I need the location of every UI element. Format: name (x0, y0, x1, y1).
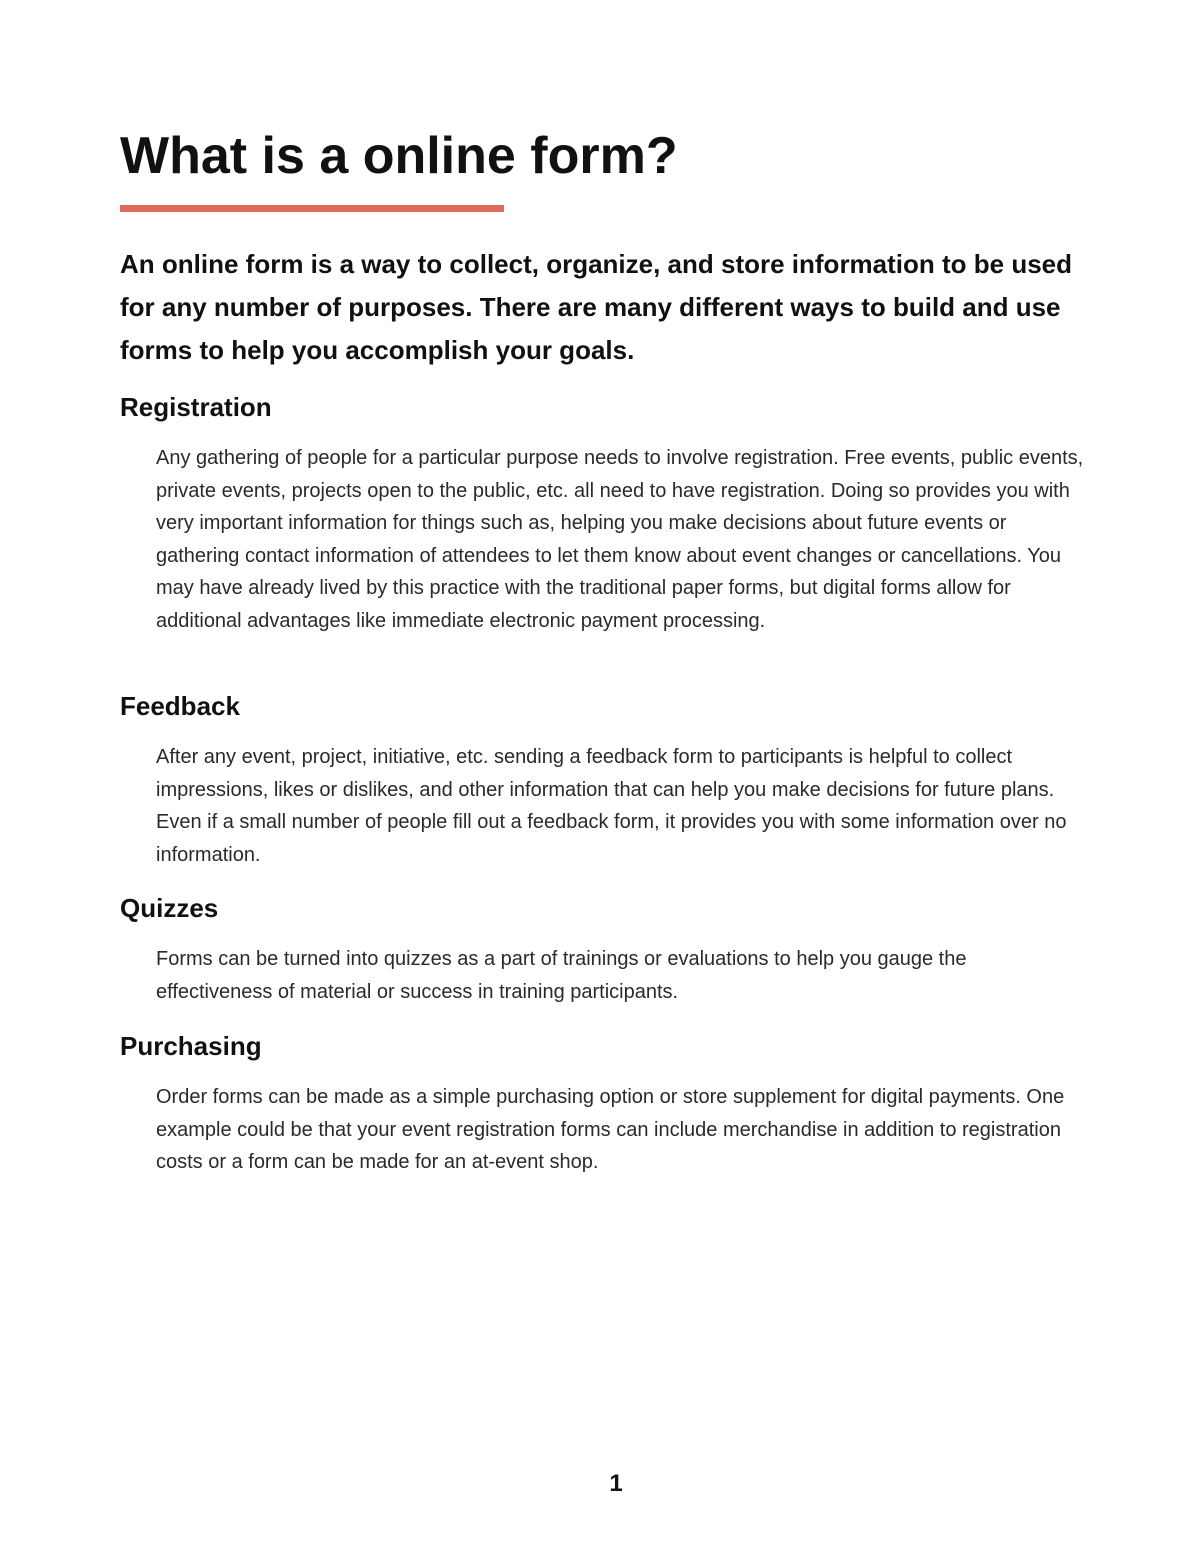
section-body-quizzes: Forms can be turned into quizzes as a part of trainings or evaluations to help you gauge the effectiveness of material or success in training participants. (156, 948, 967, 1003)
section-heading-feedback: Feedback (120, 691, 240, 721)
intro-paragraph: An online form is a way to collect, organize, and store information to be used for any number of purposes. There are many different ways to build and use forms to help you accomplish your goals. (120, 249, 1073, 365)
page-title: What is a online form? (120, 127, 678, 185)
section-body-feedback: After any event, project, initiative, etc. sending a feedback form to participants is helpful to collect impressions, likes or dislikes, and other information that can help you make decisions for future plans. Even if a small number of people fill out a feedback form, it provides you with some information over no information. (156, 746, 1067, 866)
title-underline-accent (120, 205, 504, 212)
section-registration (120, 390, 1084, 637)
section-body-purchasing: Order forms can be made as a simple purchasing option or store supplement for digital payments. One example could be that your event registration forms can include merchandise in addition to registration costs or a form can be made for an at-event shop. (156, 1086, 1065, 1173)
section-heading-purchasing: Purchasing (120, 1031, 262, 1061)
section-heading-registration: Registration (120, 392, 272, 422)
section-purchasing (120, 1029, 1080, 1179)
section-body-registration: Any gathering of people for a particular purpose needs to involve registration. Free events, public events, private events, projects open to the public, etc. all need to have registration. Doing so provides you with very important information for things such as, helping you make decisions about future events or gathering contact information of attendees to let them know about event changes or cancellations. You may have already lived by this practice with the traditional paper forms, but digital forms allow for additional advantages like immediate electronic payment processing. (156, 447, 1084, 632)
section-feedback (120, 689, 1080, 871)
section-quizzes (120, 891, 1080, 1008)
page-number: 1 (609, 1470, 623, 1497)
section-heading-quizzes: Quizzes (120, 893, 219, 923)
